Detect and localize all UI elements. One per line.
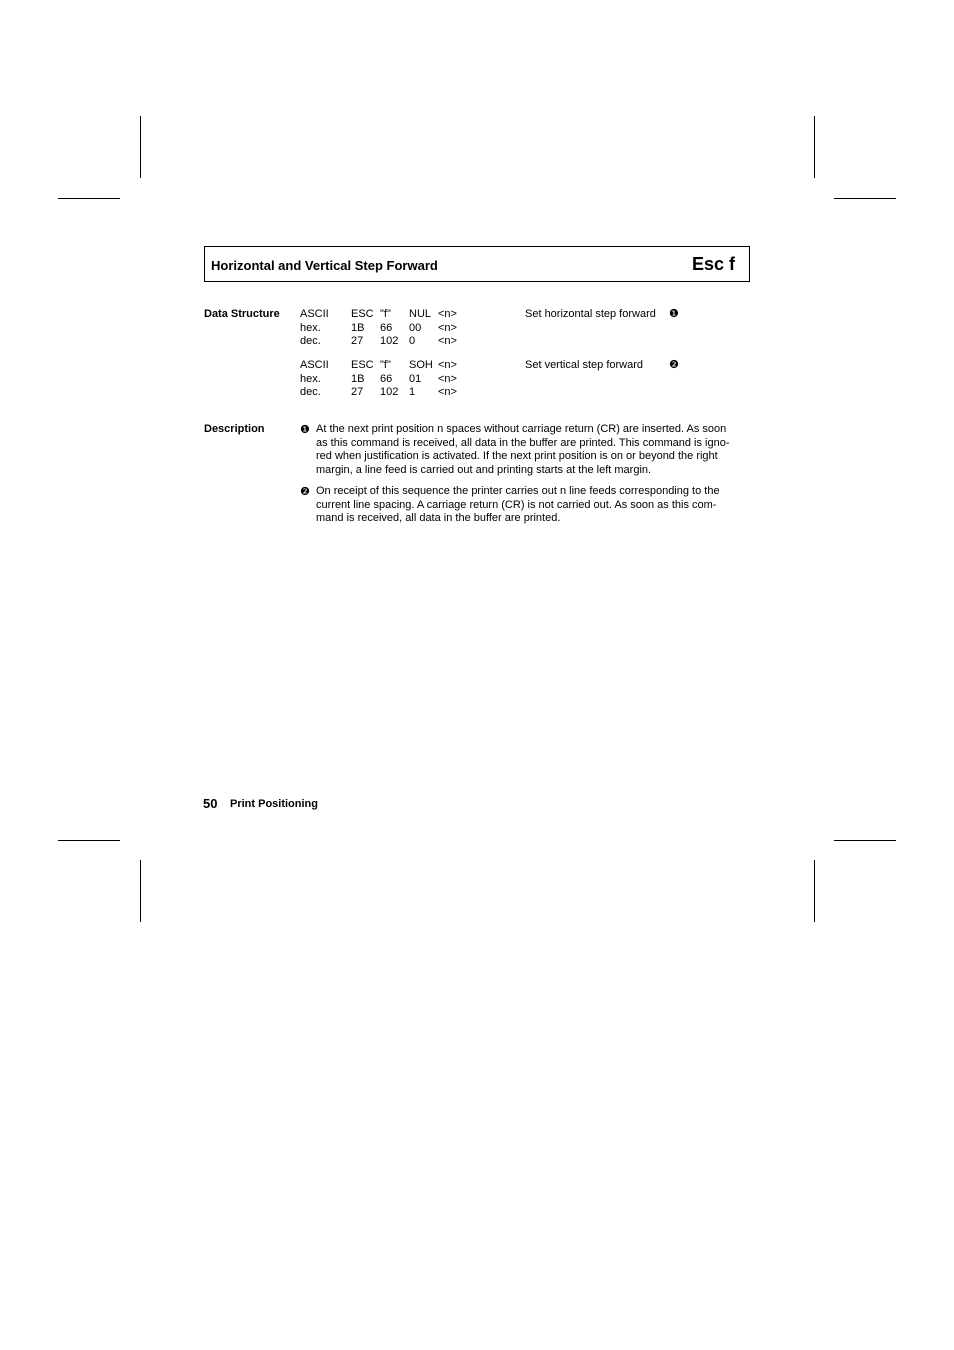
cell: SOH — [409, 359, 433, 371]
cell: ASCII — [300, 308, 329, 320]
page-number: 50 — [203, 796, 218, 811]
cell: <n> — [438, 386, 457, 398]
cell: 66 — [380, 322, 393, 334]
crop-mark — [58, 198, 120, 199]
marker-2-icon: ❷ — [300, 486, 310, 498]
cell: 102 — [380, 335, 399, 347]
crop-mark — [140, 860, 141, 922]
cell: <n> — [438, 359, 457, 371]
section-title: Print Positioning — [230, 798, 318, 810]
marker-1-icon: ❶ — [300, 424, 310, 436]
cell: 27 — [351, 386, 364, 398]
cell: 1 — [409, 386, 416, 398]
cell: hex. — [300, 373, 321, 385]
crop-mark — [58, 840, 120, 841]
cell: 00 — [409, 322, 422, 334]
crop-mark — [834, 198, 896, 199]
cell: <n> — [438, 373, 457, 385]
cell: 66 — [380, 373, 393, 385]
crop-mark — [140, 116, 141, 178]
cell: ESC — [351, 359, 374, 371]
text-line: red when justification is activated. If the next print position is on or beyond the right — [316, 450, 718, 462]
text-line: as this command is received, all data in the buffer are printed. This command is igno- — [316, 436, 730, 449]
text-line: At the next print position n spaces without carriage return (CR) are inserted. As soon — [316, 423, 727, 435]
crop-mark — [814, 860, 815, 922]
crop-mark — [814, 116, 815, 178]
cell: ASCII — [300, 359, 329, 371]
cell: 01 — [409, 373, 422, 385]
cell: "f" — [380, 359, 391, 371]
description-text — [316, 485, 744, 526]
cell: 1B — [351, 373, 365, 385]
description-text — [316, 423, 744, 477]
text-line: mand is received, all data in the buffer are printed. — [316, 512, 561, 524]
description-label: Description — [204, 423, 265, 435]
cell: <n> — [438, 335, 457, 347]
text-line: On receipt of this sequence the printer carries out n line feeds corresponding to the — [316, 485, 720, 497]
cell: <n> — [438, 322, 457, 334]
cell: dec. — [300, 335, 321, 347]
cell: 1B — [351, 322, 365, 334]
cell: "f" — [380, 308, 391, 320]
command-header — [204, 246, 750, 282]
cell: 102 — [380, 386, 399, 398]
cell: ESC — [351, 308, 374, 320]
cell: 27 — [351, 335, 364, 347]
horizontal-comment: Set horizontal step forward — [525, 308, 656, 320]
data-structure-label: Data Structure — [204, 308, 280, 320]
text-line: margin, a line feed is carried out and printing starts at the left margin. — [316, 463, 652, 476]
cell: hex. — [300, 322, 321, 334]
vertical-comment: Set vertical step forward — [525, 359, 643, 371]
marker-2-icon: ❷ — [669, 359, 679, 371]
cell: NUL — [409, 308, 432, 320]
cell: dec. — [300, 386, 321, 398]
command-code: Esc f — [691, 254, 735, 274]
cell: 0 — [409, 335, 416, 347]
marker-1-icon: ❶ — [669, 308, 679, 320]
row-ascii — [300, 308, 329, 322]
cell: <n> — [438, 308, 457, 320]
crop-mark — [834, 840, 896, 841]
text-line: current line spacing. A carriage return (CR) is not carried out. As soon as this com- — [316, 498, 717, 511]
command-title: Horizontal and Vertical Step Forward — [211, 258, 438, 273]
